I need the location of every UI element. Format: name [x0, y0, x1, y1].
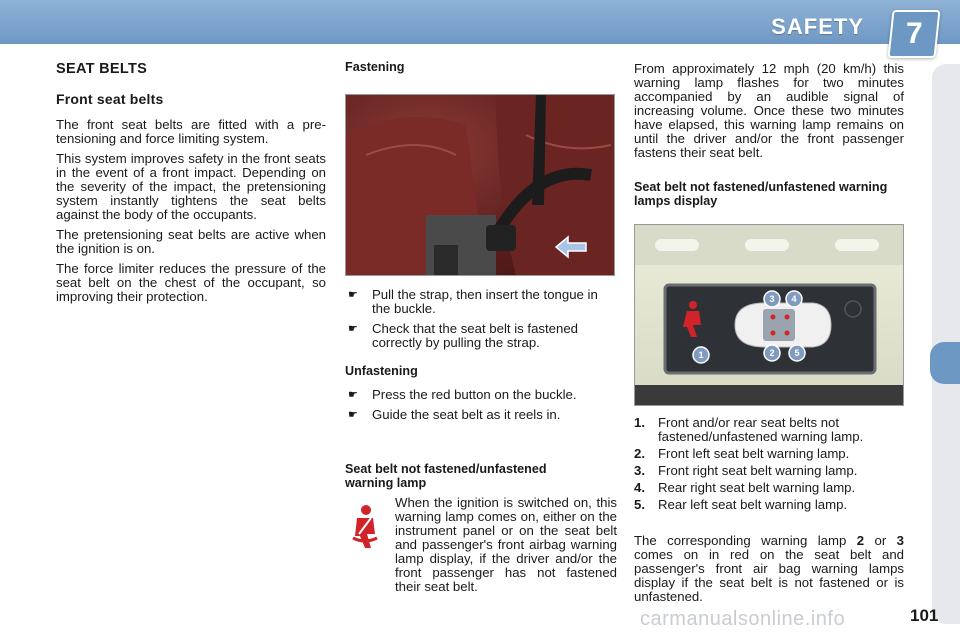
lamp-legend-list	[634, 416, 904, 512]
warning-lamp-text: When the ignition is switched on, this warning lamp comes on, either on the instrument panel or on the seat belt and passenger's front airbag warning lamp display, if the driver and/or the front passenger has not fastened their seat belt.	[395, 495, 617, 594]
paragraph: The force limiter reduces the pressure of the seat belt on the chest of the occupant, so improving their protection.	[56, 261, 326, 304]
paragraph: The pretensioning seat belts are active when the ignition is on.	[56, 227, 326, 256]
pointer-icon: ☛	[348, 409, 358, 421]
warning-display-illustration	[635, 225, 904, 406]
callout-1: 1	[698, 350, 704, 360]
warning-lamp-block	[345, 496, 617, 600]
pointer-icon: ☛	[348, 389, 358, 401]
pointer-icon: ☛	[348, 289, 358, 301]
subsection-title: Front seat belts	[56, 91, 164, 107]
display-heading: Seat belt not fastened/unfastened warning lamps display	[634, 180, 888, 208]
unfastening-heading: Unfastening	[345, 364, 418, 378]
middle-column	[345, 60, 617, 600]
callout-3: 3	[769, 294, 775, 304]
list-item: ☛ Pull the strap, then insert the tongue in the buckle.	[345, 288, 617, 316]
list-item: 3. Front right seat belt warning lamp.	[634, 463, 858, 478]
seat-belt-warning-icon	[345, 496, 395, 600]
chapter-tab	[887, 10, 940, 58]
list-item: ☛ Guide the seat belt as it reels in.	[345, 408, 617, 422]
seat-belt-illustration	[346, 95, 615, 276]
paragraph: The front seat belts are fitted with a pre-tensioning and force limiting system.	[56, 117, 326, 146]
list-item: 2. Front left seat belt warning lamp.	[634, 446, 850, 461]
car-outline	[735, 303, 831, 347]
callout-4: 4	[791, 294, 797, 304]
list-item: 4. Rear right seat belt warning lamp.	[634, 480, 856, 495]
page-number: 101	[910, 606, 939, 625]
chapter-marker	[930, 342, 960, 384]
paragraph: This system improves safety in the front seats in the event of a front impact. Depending on the severity of the impact, the pretensioning system instantly tightens the seat belts against the body of the occupants.	[56, 151, 326, 222]
list-item: 1. Front and/or rear seat belts not fastened/unfastened warning lamp.	[634, 415, 864, 444]
watermark: carmanualsonline.info	[640, 608, 846, 630]
paragraph: From approximately 12 mph (20 km/h) this warning lamp flashes for two minutes accompanied by an audible signal of increasing volume. Once these two minutes have elapsed, this warning lamp remains on until the driver and/or the front passenger fastens their seat belt.	[634, 61, 904, 160]
list-item: ☛ Press the red button on the buckle.	[345, 388, 617, 402]
list-item: 5. Rear left seat belt warning lamp.	[634, 497, 848, 512]
callout-5: 5	[794, 348, 800, 358]
closing-paragraph: The corresponding warning lamp 2 or 3 comes on in red on the seat belt and passenger's front air bag warning lamps display if the seat belt is not fastened or is unfastened.	[634, 533, 904, 604]
fastening-heading: Fastening	[345, 60, 405, 74]
seat-belt-photo	[345, 94, 615, 276]
warning-display-photo	[634, 224, 904, 406]
left-column	[56, 60, 326, 310]
callout-2: 2	[769, 348, 775, 358]
right-column	[634, 60, 904, 610]
section-title: SEAT BELTS	[56, 61, 148, 77]
warning-lamp-heading: Seat belt not fastened/unfastened warning lamp	[345, 462, 547, 490]
pointer-icon: ☛	[348, 323, 358, 335]
chapter-number: 7	[905, 17, 923, 50]
list-item: ☛ Check that the seat belt is fastened correctly by pulling the strap.	[345, 322, 617, 350]
page-title: SAFETY	[771, 14, 864, 39]
